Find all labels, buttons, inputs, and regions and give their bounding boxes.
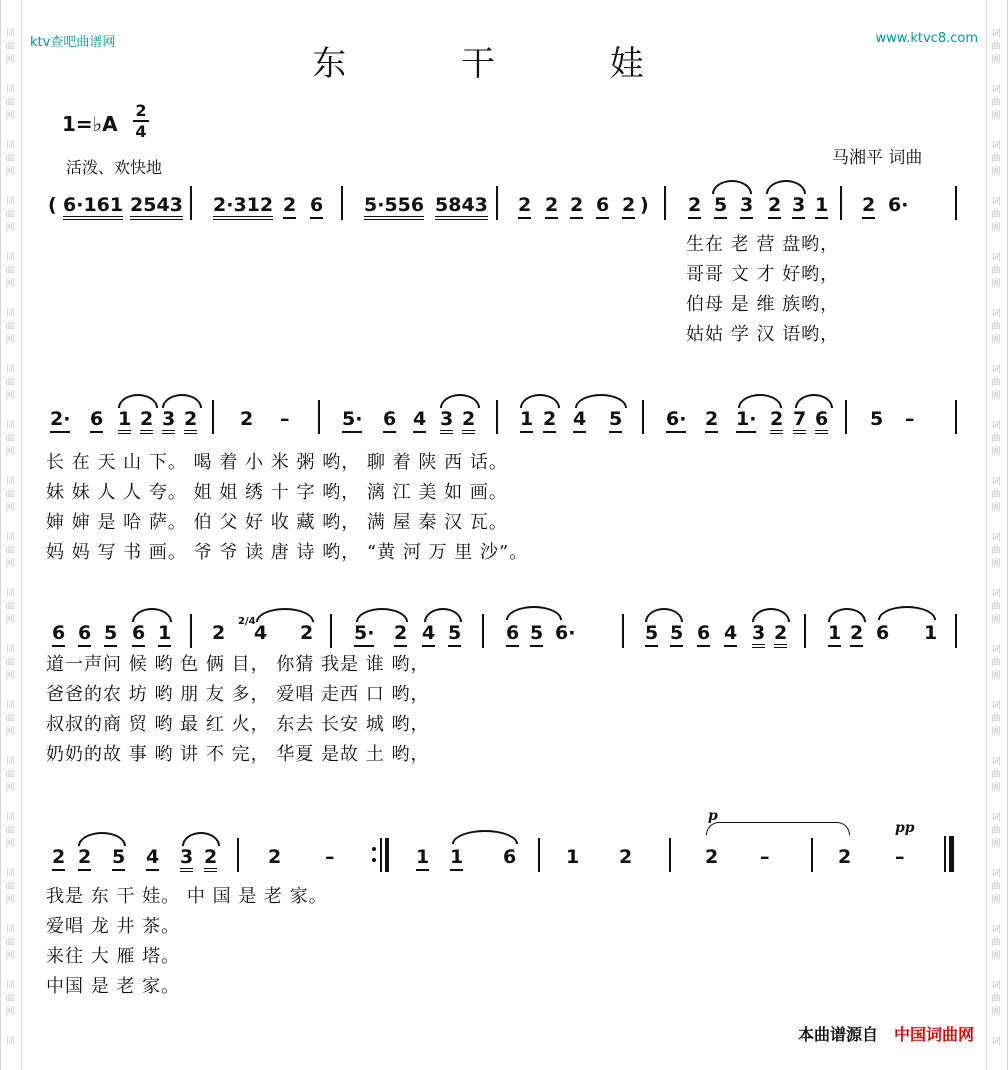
barline <box>955 186 957 220</box>
margin-watermark-char: 曲 <box>991 826 1001 836</box>
barline <box>811 838 813 872</box>
barline <box>318 400 320 434</box>
margin-watermark-char: 词 <box>991 925 1001 935</box>
margin-watermark-char: 曲 <box>5 210 15 220</box>
note: 2 <box>688 194 701 219</box>
note: 5·556 <box>364 194 424 220</box>
note: 2 <box>705 846 719 868</box>
margin-watermark-char: 词 <box>991 365 1001 375</box>
margin-watermark-char: 曲 <box>991 714 1001 724</box>
note: 2 <box>850 622 863 647</box>
margin-watermark-char: 词 <box>5 197 15 207</box>
note: 6 <box>876 622 890 644</box>
note: 2 <box>184 408 197 434</box>
margin-watermark-char: 词 <box>5 981 15 991</box>
margin-watermark-char: 网 <box>991 727 1001 737</box>
margin-watermark-char: 网 <box>991 223 1001 233</box>
margin-watermark-char: 词 <box>991 421 1001 431</box>
slur <box>506 606 562 620</box>
note: 5843 <box>435 194 488 220</box>
footer-source: 本曲谱源自 <box>797 1025 878 1044</box>
meter-top: 2 <box>135 101 147 120</box>
barline <box>190 186 192 220</box>
note: 1 <box>828 622 841 647</box>
slur <box>878 606 936 620</box>
note: 6 <box>506 622 519 647</box>
barline <box>845 400 847 434</box>
note: 5 <box>714 194 727 219</box>
margin-watermark-char: 网 <box>5 279 15 289</box>
tempo-marking: 活泼、欢快地 <box>66 158 163 177</box>
lyric-verse-1: 道一声问 候 哟 色 俩 目， 你猜 我是 谁 哟， <box>46 654 430 675</box>
footer-credit <box>798 1022 974 1045</box>
final-barline <box>944 836 954 872</box>
margin-watermark-char: 词 <box>5 533 15 543</box>
margin-watermark-char: 词 <box>991 645 1001 655</box>
note: 1 <box>416 846 429 871</box>
slur <box>452 830 518 844</box>
margin-watermark-char: 曲 <box>991 210 1001 220</box>
margin-watermark-char: 网 <box>991 895 1001 905</box>
note: 3 <box>440 408 453 434</box>
margin-watermark-char: 曲 <box>5 98 15 108</box>
margin-watermark-char: 网 <box>991 391 1001 401</box>
note: 2 <box>705 408 718 433</box>
slur <box>78 832 126 846</box>
margin-watermark-char: 词 <box>5 141 15 151</box>
margin-watermark-char: 曲 <box>5 434 15 444</box>
volta-bracket <box>706 822 850 835</box>
barline <box>955 400 957 434</box>
lyric-verse-3: 来往 大 雁 塔。 <box>46 946 181 967</box>
note: 3 <box>752 622 765 648</box>
note: 1 <box>450 846 463 871</box>
margin-watermark-char: 曲 <box>5 770 15 780</box>
margin-watermark-char: 曲 <box>991 42 1001 52</box>
margin-watermark-char: 曲 <box>991 98 1001 108</box>
margin-watermark-char: 曲 <box>5 378 15 388</box>
note: 5 <box>530 622 543 647</box>
site-watermark-left: ktv查吧曲谱网 <box>30 35 116 50</box>
margin-watermark-char: 网 <box>991 335 1001 345</box>
margin-watermark-char: 曲 <box>5 826 15 836</box>
margin-watermark-char: 曲 <box>5 602 15 612</box>
score-line-1 <box>0 194 1008 345</box>
slur <box>575 394 627 408</box>
margin-watermark-char: 曲 <box>5 714 15 724</box>
margin-watermark-char: 曲 <box>5 266 15 276</box>
margin-watermark-char: 网 <box>5 223 15 233</box>
margin-watermark-char: 曲 <box>5 42 15 52</box>
lyric-verse-4: 中国 是 老 家。 <box>46 976 181 997</box>
margin-watermark-char: 曲 <box>5 322 15 332</box>
barline <box>804 614 806 648</box>
margin-watermark-char: 曲 <box>991 882 1001 892</box>
barline <box>212 400 214 434</box>
key-signature: 1=♭A <box>62 112 118 136</box>
margin-watermark-char: 词 <box>5 645 15 655</box>
note: 6· <box>888 194 909 216</box>
note: 4 <box>254 622 268 644</box>
margin-watermark-char: 曲 <box>991 154 1001 164</box>
lyric-verse-2: 爱唱 龙 井 茶。 <box>46 916 181 937</box>
margin-watermark-char: 网 <box>991 447 1001 457</box>
note: 2 <box>619 846 633 868</box>
barline <box>840 186 842 220</box>
margin-watermark-char: 网 <box>991 503 1001 513</box>
footer-brand[interactable]: 中国词曲网 <box>893 1025 974 1044</box>
dynamic-mark: p <box>708 808 718 824</box>
note: 2 <box>283 194 296 219</box>
slur <box>738 394 782 408</box>
barline <box>330 614 332 648</box>
margin-watermark-char: 词 <box>5 477 15 487</box>
margin-watermark-char: 曲 <box>5 658 15 668</box>
note: 2 <box>774 622 787 648</box>
margin-watermark-char: 网 <box>5 839 15 849</box>
note: 2 <box>212 622 226 644</box>
note: 5· <box>354 622 374 647</box>
note: 6 <box>697 622 710 647</box>
intro-open-paren: ( <box>48 194 57 216</box>
note: 4 <box>724 622 737 647</box>
margin-watermark-char: 曲 <box>991 658 1001 668</box>
barline <box>341 186 343 220</box>
margin-watermark-char: 词 <box>991 869 1001 879</box>
note: 3 <box>740 194 753 219</box>
slur <box>256 608 314 622</box>
time-signature <box>133 102 149 140</box>
barline <box>496 186 498 220</box>
note: 6 <box>132 622 145 647</box>
margin-watermark-char: 网 <box>5 895 15 905</box>
margin-watermark-char: 词 <box>991 701 1001 711</box>
slur <box>520 394 560 408</box>
note: 6 <box>52 622 65 647</box>
barline <box>538 838 540 872</box>
margin-watermark-char: 曲 <box>5 490 15 500</box>
margin-watermark-char: 网 <box>5 167 15 177</box>
note: 1 <box>158 622 171 647</box>
note: 2 <box>862 194 875 219</box>
margin-watermark-char: 网 <box>991 1007 1001 1017</box>
note: 6 <box>90 408 103 433</box>
note: 4 <box>573 408 586 433</box>
lyric-verse-3: 婶 婶 是 哈 萨。 伯 父 好 收 藏 哟， 满 屋 秦 汉 瓦。 <box>46 512 508 533</box>
note: – <box>905 408 915 430</box>
margin-watermark-char: 网 <box>991 783 1001 793</box>
note: 2 <box>543 408 556 433</box>
note: 6· <box>555 622 576 644</box>
margin-watermark-char: 网 <box>5 671 15 681</box>
margin-watermark-char: 词 <box>991 309 1001 319</box>
margin-watermark-char: 网 <box>5 503 15 513</box>
barline <box>496 400 498 434</box>
meter-bottom: 4 <box>135 122 147 141</box>
margin-watermark-char: 词 <box>5 421 15 431</box>
lyric-verse-1: 我是 东 干 娃。 中 国 是 老 家。 <box>46 886 328 907</box>
right-margin-watermark <box>986 0 1008 1070</box>
slur <box>645 608 683 622</box>
dynamic-mark: pp <box>895 820 915 836</box>
note: 2 <box>545 194 558 219</box>
margin-watermark-char: 网 <box>5 727 15 737</box>
margin-watermark-char: 词 <box>991 1037 1001 1047</box>
margin-watermark-char: 曲 <box>991 378 1001 388</box>
lyric-verse-4: 奶奶的故 事 哟 讲 不 完， 华夏 是故 土 哟， <box>46 744 430 765</box>
note: 6 <box>503 846 517 868</box>
note: 2 <box>52 846 65 871</box>
site-watermark-right: www.ktvc8.com <box>875 31 978 46</box>
slur <box>828 608 866 622</box>
margin-watermark-char: 网 <box>5 1007 15 1017</box>
margin-watermark-char: 曲 <box>5 938 15 948</box>
note: 6 <box>310 194 323 219</box>
score-line-4 <box>0 808 1008 997</box>
barline <box>955 614 957 648</box>
margin-watermark-char: 曲 <box>991 490 1001 500</box>
margin-watermark-char: 词 <box>991 141 1001 151</box>
note: 5 <box>645 622 658 647</box>
margin-watermark-char: 曲 <box>5 882 15 892</box>
note: 2 <box>768 194 781 219</box>
author-credit: 马湘平 词曲 <box>832 148 923 168</box>
note: 6 <box>815 408 828 434</box>
note: 2· <box>50 408 70 433</box>
slur <box>440 394 480 408</box>
note: 1 <box>520 408 533 433</box>
margin-watermark-char: 网 <box>5 335 15 345</box>
note: 1 <box>924 622 938 644</box>
note: 1 <box>815 194 828 219</box>
lyric-verse-4: 妈 妈 写 书 画。 爷 爷 读 唐 诗 哟， “黄 河 万 里 沙”。 <box>46 542 529 563</box>
margin-watermark-char: 网 <box>5 391 15 401</box>
note: 4 <box>146 846 159 871</box>
note: 3 <box>180 846 193 872</box>
barline <box>622 614 624 648</box>
margin-watermark-char: 网 <box>5 783 15 793</box>
margin-watermark-char: 网 <box>5 559 15 569</box>
slur <box>162 394 202 408</box>
barline <box>642 400 644 434</box>
margin-watermark-char: 词 <box>991 197 1001 207</box>
margin-watermark-char: 词 <box>991 253 1001 263</box>
note: 2 <box>838 846 852 868</box>
margin-watermark-char: 网 <box>991 951 1001 961</box>
margin-watermark-char: 曲 <box>991 266 1001 276</box>
margin-watermark-char: 词 <box>5 253 15 263</box>
margin-watermark-char: 词 <box>991 85 1001 95</box>
margin-watermark-char: 网 <box>991 167 1001 177</box>
note: 5 <box>104 622 117 647</box>
note: 4 <box>413 408 426 433</box>
margin-watermark-char: 词 <box>5 757 15 767</box>
margin-watermark-char: 词 <box>5 1037 15 1047</box>
note: 6 <box>596 194 609 219</box>
margin-watermark-char: 曲 <box>991 322 1001 332</box>
margin-watermark-char: 网 <box>991 279 1001 289</box>
note: 5· <box>342 408 362 433</box>
margin-watermark-char: 词 <box>5 85 15 95</box>
note: 6 <box>383 408 396 433</box>
note: 5 <box>112 846 125 871</box>
margin-watermark-char: 词 <box>5 813 15 823</box>
margin-watermark-char: 词 <box>991 813 1001 823</box>
barline <box>190 614 192 648</box>
note: 1 <box>118 408 131 434</box>
margin-watermark-char: 曲 <box>991 938 1001 948</box>
lyric-verse-3: 伯母 是 维 族哟， <box>686 294 840 315</box>
margin-watermark-char: 网 <box>991 671 1001 681</box>
slur <box>752 608 790 622</box>
note: 4 <box>422 622 435 647</box>
note: 5 <box>670 622 683 647</box>
note: 2·312 <box>213 194 273 220</box>
left-margin-watermark <box>0 0 22 1070</box>
margin-watermark-char: 曲 <box>991 770 1001 780</box>
intro-close-paren: ) <box>640 194 649 216</box>
barline <box>482 614 484 648</box>
margin-watermark-char: 词 <box>5 309 15 319</box>
margin-watermark-char: 曲 <box>991 602 1001 612</box>
note: 7 <box>793 408 806 434</box>
note: 6· <box>666 408 686 433</box>
note: 2 <box>570 194 583 219</box>
margin-watermark-char: 网 <box>991 839 1001 849</box>
note: 6 <box>78 622 91 647</box>
lyric-verse-4: 姑姑 学 汉 语哟， <box>686 324 840 345</box>
slur <box>424 608 462 622</box>
barline <box>669 838 671 872</box>
note: 2 <box>518 194 531 219</box>
margin-watermark-char: 网 <box>5 615 15 625</box>
lyric-verse-1: 生在 老 营 盘哟， <box>686 234 840 255</box>
score-line-2 <box>0 408 1008 563</box>
margin-watermark-char: 词 <box>5 365 15 375</box>
note: 5 <box>870 408 884 430</box>
margin-watermark-char: 曲 <box>5 994 15 1004</box>
note: 6·161 <box>63 194 123 220</box>
margin-watermark-char: 词 <box>5 589 15 599</box>
slur <box>182 832 220 846</box>
margin-watermark-char: 曲 <box>991 994 1001 1004</box>
margin-watermark-char: 词 <box>991 477 1001 487</box>
margin-watermark-char: 网 <box>991 615 1001 625</box>
barline <box>664 186 666 220</box>
margin-watermark-char: 词 <box>5 29 15 39</box>
slur <box>766 180 806 194</box>
barline <box>237 838 239 872</box>
note: – <box>280 408 290 430</box>
lyric-verse-2: 爸爸的农 坊 哟 朋 友 多， 爱唱 走西 口 哟， <box>46 684 430 705</box>
margin-watermark-char: 曲 <box>991 546 1001 556</box>
note: 2543 <box>130 194 183 220</box>
note: 2 <box>204 846 217 872</box>
margin-watermark-char: 网 <box>991 55 1001 65</box>
note: 5 <box>448 622 461 647</box>
margin-watermark-char: 词 <box>5 925 15 935</box>
note: 1· <box>736 408 756 433</box>
margin-watermark-char: 词 <box>5 869 15 879</box>
margin-watermark-char: 词 <box>991 29 1001 39</box>
note: – <box>760 846 770 868</box>
margin-watermark-char: 曲 <box>991 434 1001 444</box>
margin-watermark-char: 网 <box>5 111 15 121</box>
note: 2 <box>394 622 407 647</box>
margin-watermark-char: 网 <box>5 951 15 961</box>
margin-watermark-char: 词 <box>991 981 1001 991</box>
note: 5 <box>609 408 622 433</box>
note: 2 <box>240 408 254 430</box>
song-title: 东 干 娃 <box>312 44 696 84</box>
slur <box>356 608 408 622</box>
slur <box>795 394 833 408</box>
note: 2 <box>78 846 91 871</box>
note: 2 <box>770 408 783 434</box>
lyric-verse-1: 长 在 天 山 下。 喝 着 小 米 粥 哟， 聊 着 陕 西 话。 <box>46 452 508 473</box>
slur <box>118 394 158 408</box>
grace-note: 2/4 <box>238 616 256 627</box>
note: 2 <box>462 408 475 434</box>
note: 2 <box>622 194 635 219</box>
lyric-verse-2: 哥哥 文 才 好哟， <box>686 264 840 285</box>
margin-watermark-char: 网 <box>991 111 1001 121</box>
repeat-sign <box>372 838 392 872</box>
note: 2 <box>140 408 153 434</box>
margin-watermark-char: 网 <box>5 55 15 65</box>
note: – <box>895 846 905 868</box>
margin-watermark-char: 曲 <box>5 546 15 556</box>
margin-watermark-char: 词 <box>991 757 1001 767</box>
margin-watermark-char: 词 <box>5 701 15 711</box>
slur <box>132 608 172 622</box>
lyric-verse-2: 妹 妹 人 人 夸。 姐 姐 绣 十 字 哟， 漓 江 美 如 画。 <box>46 482 508 503</box>
note: 2 <box>300 622 314 644</box>
note: 2 <box>268 846 282 868</box>
margin-watermark-char: 词 <box>991 589 1001 599</box>
note: 1 <box>566 846 580 868</box>
lyric-verse-3: 叔叔的商 贸 哟 最 红 火， 东去 长安 城 哟， <box>46 714 430 735</box>
score-line-3 <box>0 616 1008 765</box>
note: 3 <box>792 194 805 219</box>
margin-watermark-char: 词 <box>991 533 1001 543</box>
margin-watermark-char: 网 <box>991 559 1001 569</box>
margin-watermark-char: 曲 <box>5 154 15 164</box>
note: 3 <box>162 408 175 434</box>
margin-watermark-char: 网 <box>5 447 15 457</box>
slur <box>712 180 752 194</box>
note: – <box>325 846 335 868</box>
